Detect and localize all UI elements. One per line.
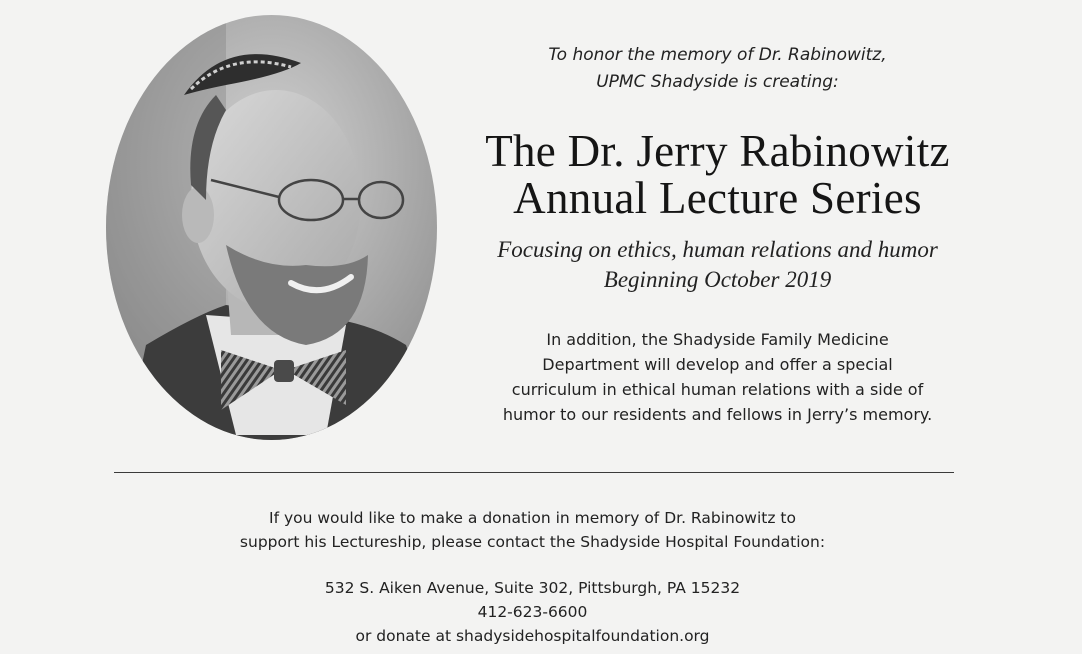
foundation-contact <box>230 576 835 648</box>
foundation-address: 532 S. Aiken Avenue, Suite 302, Pittsburgh, PA 15232 <box>324 579 741 597</box>
intro-line-1: To honor the memory of Dr. Rabinowitz, <box>548 45 887 65</box>
donation-line-2: support his Lectureship, please contact the Shadyside Hospital Foundation: <box>239 533 826 551</box>
foundation-website: or donate at shadysidehospitalfoundation.org <box>355 627 710 645</box>
subtitle-line-2: Beginning October 2019 <box>603 267 832 292</box>
paragraph-line: Department will develop and offer a special <box>542 355 893 374</box>
title-line-2: Annual Lecture Series <box>513 173 922 223</box>
title-line-1: The Dr. Jerry Rabinowitz <box>485 126 950 176</box>
subtitle-line-1: Focusing on ethics, human relations and humor <box>497 237 938 262</box>
horizontal-divider <box>114 472 954 473</box>
lecture-series-subtitle <box>470 235 965 295</box>
paragraph-line: curriculum in ethical human relations with a side of <box>511 380 924 399</box>
foundation-phone: 412-623-6600 <box>477 603 588 621</box>
curriculum-paragraph <box>470 327 965 427</box>
donation-message <box>130 506 935 554</box>
paragraph-line: In addition, the Shadyside Family Medicine <box>546 330 889 349</box>
lecture-series-title <box>440 128 995 222</box>
paragraph-line: humor to our residents and fellows in Jerry’s memory. <box>502 405 933 424</box>
donation-line-1: If you would like to make a donation in memory of Dr. Rabinowitz to <box>269 509 796 527</box>
intro-line-2: UPMC Shadyside is creating: <box>596 72 839 92</box>
intro-text <box>480 42 955 96</box>
portrait-photo <box>106 15 437 440</box>
